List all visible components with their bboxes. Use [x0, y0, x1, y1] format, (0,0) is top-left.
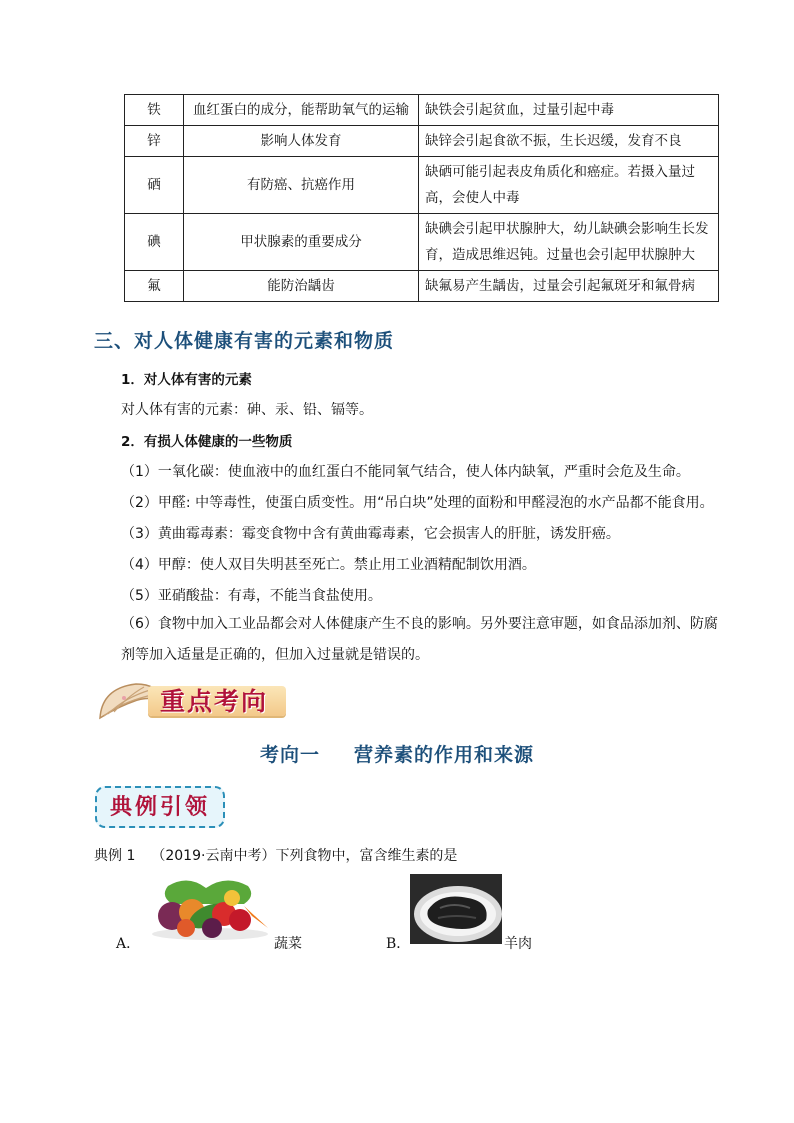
function-cell: 甲状腺素的重要成分	[184, 214, 419, 271]
topic-title	[0, 740, 794, 767]
function-cell: 影响人体发育	[184, 126, 419, 157]
option-b-label: 羊肉	[504, 936, 532, 952]
substance-item: （3）黄曲霉毒素：霉变食物中含有黄曲霉毒素，它会损害人的肝脏，诱发肝癌。	[121, 526, 620, 542]
substance-item: （4）甲醇：使人双目失明甚至死亡。禁止用工业酒精配制饮用酒。	[121, 557, 536, 573]
topic-label: 考向一	[259, 744, 320, 766]
option-a-label: 蔬菜	[274, 936, 302, 952]
option-b-letter: B．	[386, 936, 411, 952]
example-box	[95, 786, 225, 828]
harmful-elements-text: 对人体有害的元素：砷、汞、铅、镉等。	[121, 402, 373, 418]
substance-item: （1）一氧化碳：使血液中的血红蛋白不能同氧气结合，使人体内缺氧，严重时会危及生命。	[121, 464, 690, 480]
substance-item: （2）甲醛: 中等毒性，使蛋白质变性。用“吊白块”处理的面粉和甲醛浸泡的水产品都不能食用。	[121, 495, 714, 511]
table-row	[125, 126, 719, 157]
table-row	[125, 95, 719, 126]
key-topic-banner	[96, 678, 296, 724]
substance-item: （6）食物中加入工业品都会对人体健康产生不良的影响。另外要注意审题，如食品添加剂、防腐剂等加入适量是正确的，但加入过量就是错误的。	[121, 616, 718, 663]
example-box-text: 典例引领	[109, 794, 210, 820]
table-row	[125, 157, 719, 214]
element-table	[124, 94, 719, 302]
topic-name: 营养素的作用和来源	[354, 744, 535, 766]
mutton-image	[410, 874, 502, 944]
function-cell: 血红蛋白的成分，能帮助氧气的运输	[184, 95, 419, 126]
question-source: （2019·云南中考）下列食物中，富含维生素的是	[151, 848, 458, 864]
effect-cell: 缺铁会引起贫血，过量引起中毒	[419, 95, 719, 126]
table-row	[125, 271, 719, 302]
element-cell: 硒	[125, 157, 184, 214]
banner-text: 重点考向	[160, 687, 269, 716]
function-cell: 能防治龋齿	[184, 271, 419, 302]
effect-cell: 缺锌会引起食欲不振，生长迟缓，发育不良	[419, 126, 719, 157]
element-cell: 锌	[125, 126, 184, 157]
question-text	[94, 845, 457, 865]
vegetables-image	[148, 876, 272, 942]
function-cell: 有防癌、抗癌作用	[184, 157, 419, 214]
section-title: 三、对人体健康有害的元素和物质	[94, 330, 395, 352]
effect-cell: 缺碘会引起甲状腺肿大，幼儿缺碘会影响生长发育，造成思维迟钝。过量也会引起甲状腺肿大	[419, 214, 719, 271]
question-label: 典例 1	[94, 848, 136, 864]
element-cell: 氟	[125, 271, 184, 302]
table-row	[125, 214, 719, 271]
element-cell: 碘	[125, 214, 184, 271]
option-a-letter: A．	[116, 936, 141, 952]
substance-item: （5）亚硝酸盐：有毒，不能当食盐使用。	[121, 588, 382, 604]
effect-cell: 缺硒可能引起表皮角质化和癌症。若摄入量过高，会使人中毒	[419, 157, 719, 214]
element-cell: 铁	[125, 95, 184, 126]
subheading-harmful-substances: 2．有损人体健康的一些物质	[121, 434, 293, 450]
subheading-harmful-elements: 1．对人体有害的元素	[121, 372, 252, 388]
effect-cell: 缺氟易产生龋齿，过量会引起氟斑牙和氟骨病	[419, 271, 719, 302]
